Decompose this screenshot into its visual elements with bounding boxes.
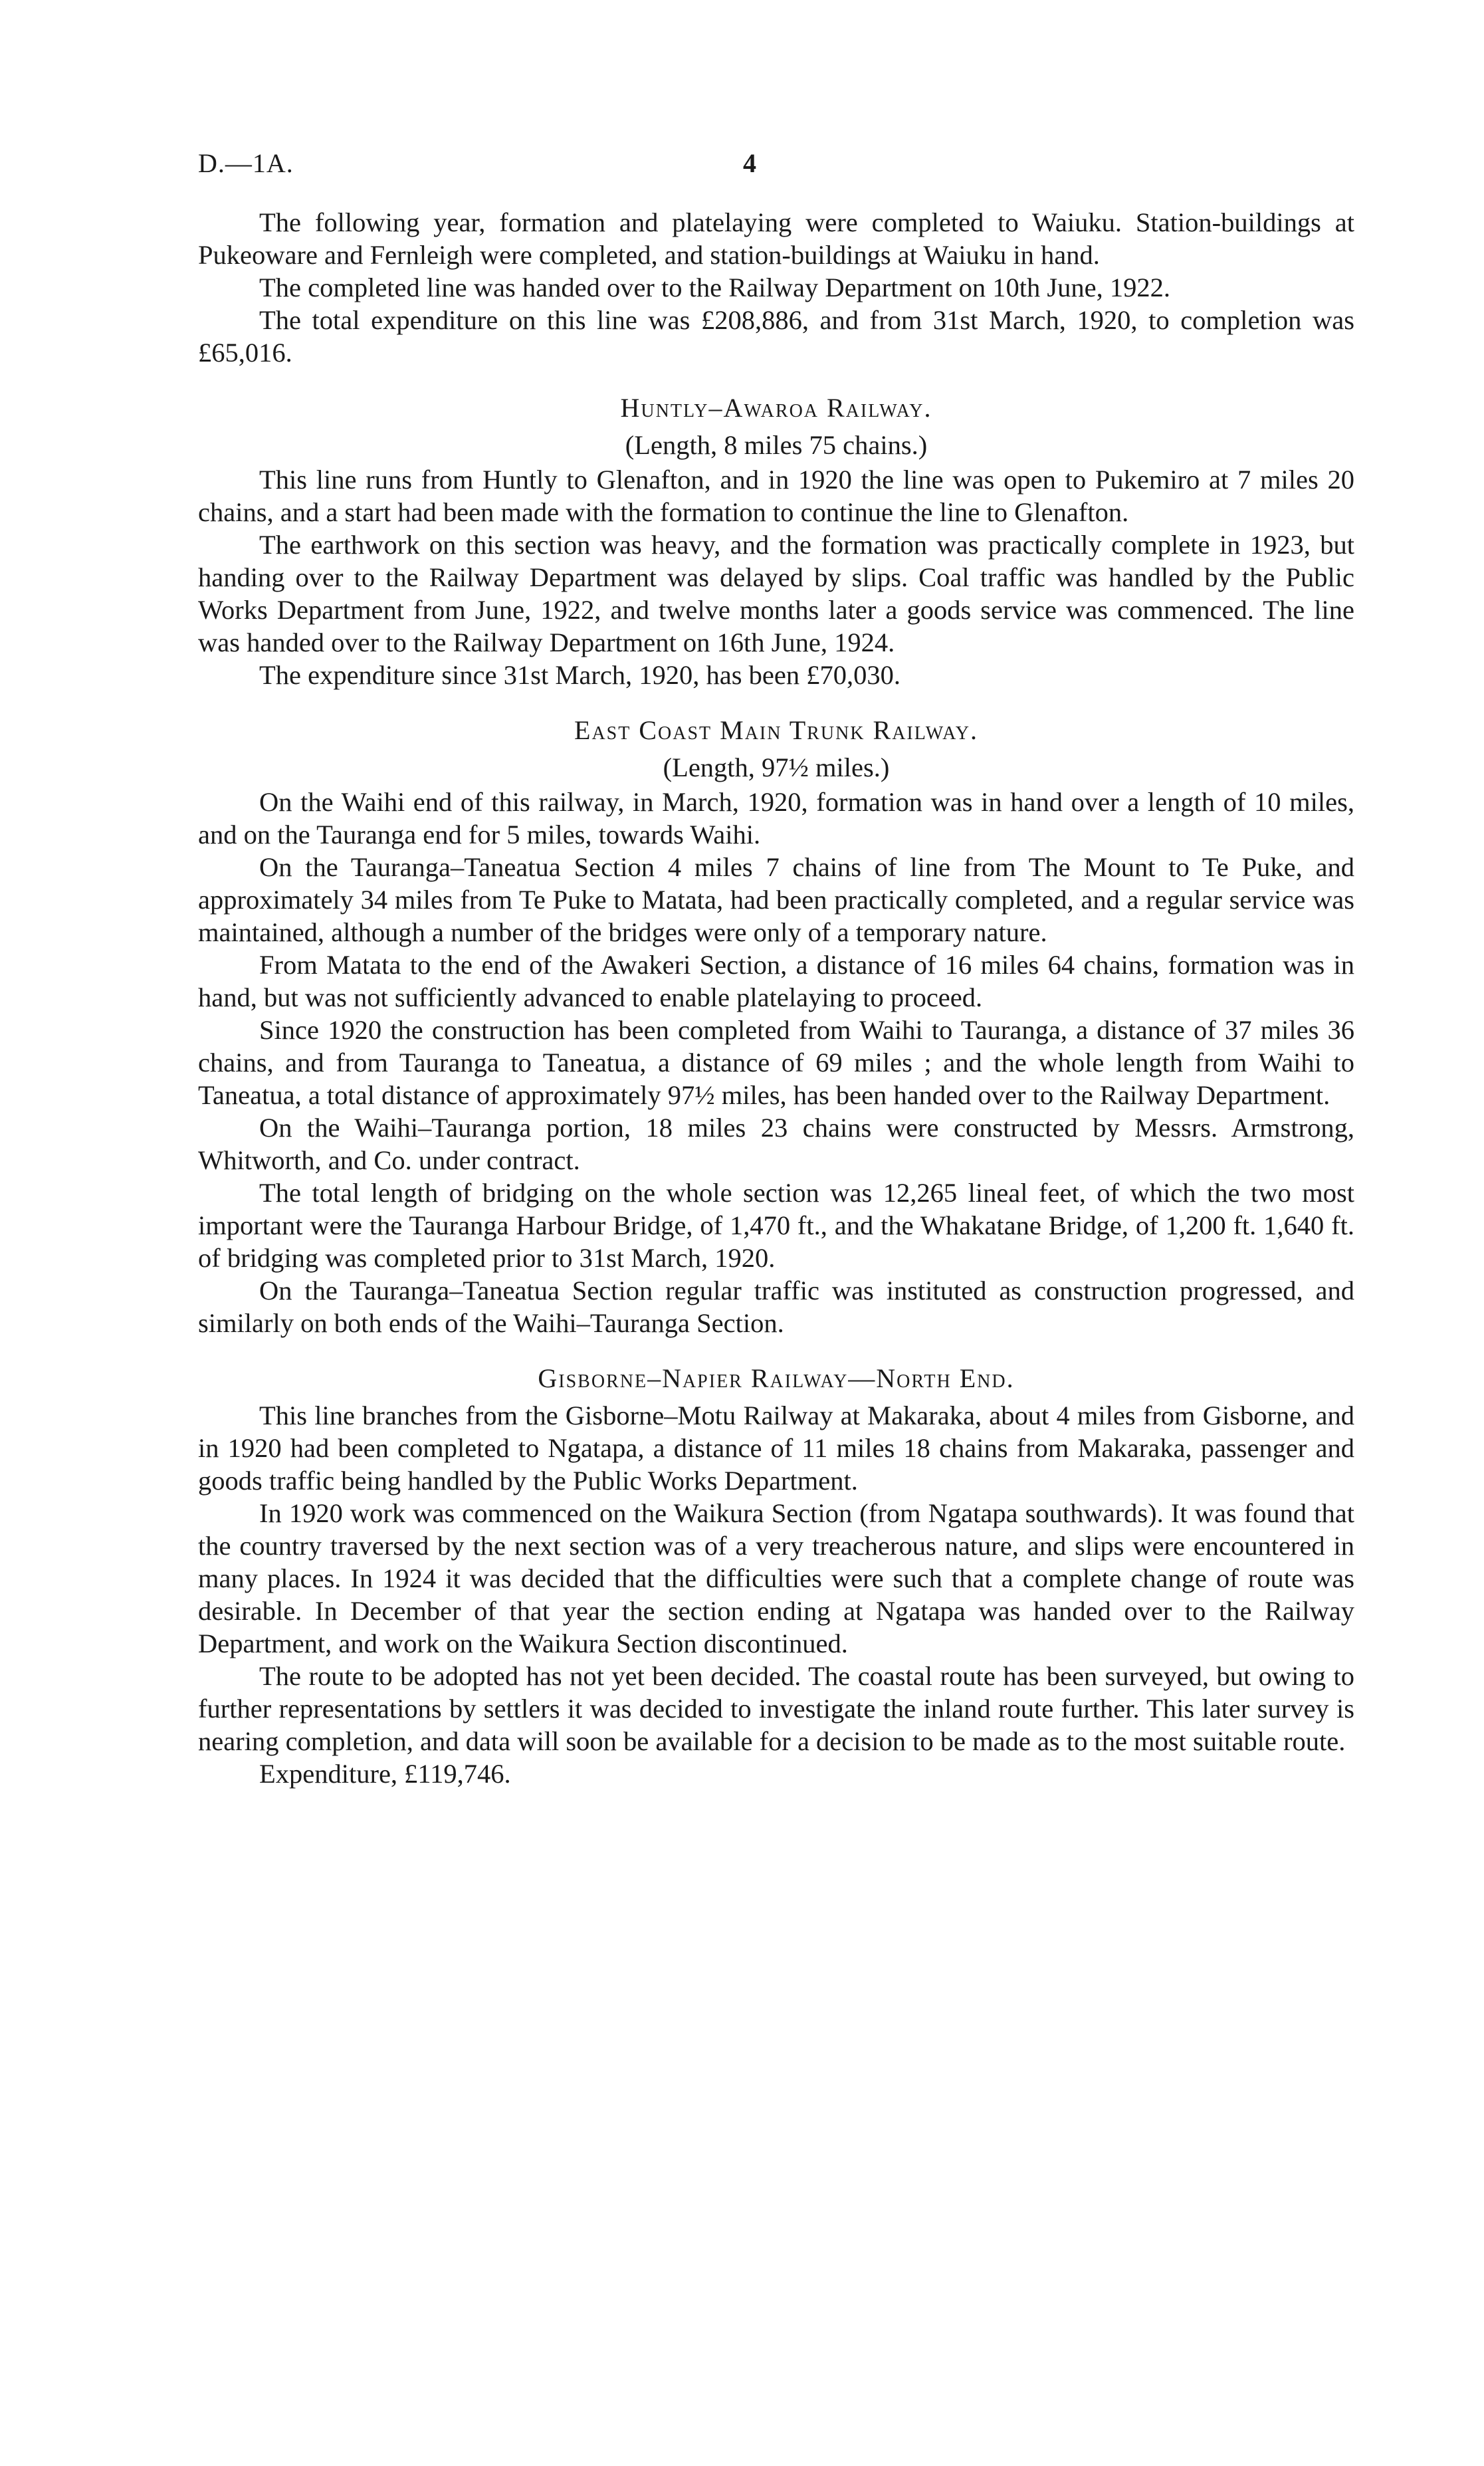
paragraph: In 1920 work was commenced on the Waikura Section (from Ngatapa southwards). It was found that the country traversed by the next section was of a very treacherous nature, and slips were encountered in many places. In 1924 it was decided that the difficulties were such that a complete change of route was desirable. In December of that year the section ending at Ngatapa was handed over to the Railway Department, and work on the Waikura Section discontinued. xyxy=(198,1498,1354,1658)
section-heading-east-coast: East Coast Main Trunk Railway. xyxy=(574,715,978,745)
paragraph: On the Waihi end of this railway, in March, 1920, formation was in hand over a length of 10 miles, and on the Tauranga end for 5 miles, towards Waihi. xyxy=(198,787,1354,849)
paragraph: On the Tauranga–Taneatua Section 4 miles 7 chains of line from The Mount to Te Puke, and approximately 34 miles from Te Puke to Matata, had been practically completed, and a regular service was maintained, although a number of the bridges were only of a temporary nature. xyxy=(198,852,1354,947)
paragraph: The route to be adopted has not yet been decided. The coastal route has been surveyed, but owing to further representations by settlers it was decided to investigate the inland route further. This later survey is nearing completion, and data will soon be available for a decision to be made as to the most suitable route. xyxy=(198,1661,1354,1756)
section-subheading: (Length, 8 miles 75 chains.) xyxy=(625,430,928,460)
paragraph: The total expenditure on this line was £208,886, and from 31st March, 1920, to completion was £65,016. xyxy=(198,305,1354,368)
section-heading-gisborne-napier: Gisborne–Napier Railway—North End. xyxy=(538,1363,1015,1393)
paragraph: On the Tauranga–Taneatua Section regular traffic was instituted as construction progressed, and similarly on both ends of the Waihi–Tauranga Section. xyxy=(198,1276,1354,1338)
paragraph: Since 1920 the construction has been completed from Waihi to Tauranga, a distance of 37 miles 36 chains, and from Tauranga to Taneatua, a distance of 69 miles ; and the whole length from Waihi to Taneatua, a total distance of approximately 97½ miles, has been handed over to the Railway Department. xyxy=(198,1015,1354,1110)
paragraph: From Matata to the end of the Awakeri Section, a distance of 16 miles 64 chains, formation was in hand, but was not sufficiently advanced to enable platelaying to proceed. xyxy=(198,950,1354,1012)
paragraph: This line runs from Huntly to Glenafton, and in 1920 the line was open to Pukemiro at 7 miles 20 chains, and a start had been made with the formation to continue the line to Glenafton. xyxy=(198,465,1354,527)
paragraph: The completed line was handed over to the Railway Department on 10th June, 1922. xyxy=(259,273,1171,302)
paragraph: Expenditure, £119,746. xyxy=(259,1759,511,1789)
paragraph: On the Waihi–Tauranga portion, 18 miles 23 chains were constructed by Messrs. Armstrong, Whitworth, and Co. under contract. xyxy=(198,1113,1354,1175)
page-body xyxy=(198,206,1354,1790)
paragraph: The earthwork on this section was heavy, and the formation was practically complete in 1923, but handing over to the Railway Department was delayed by slips. Coal traffic was handled by the Public Works Department from June, 1922, and twelve months later a goods service was commenced. The line was handed over to the Railway Department on 16th June, 1924. xyxy=(198,530,1354,657)
paragraph: This line branches from the Gisborne–Motu Railway at Makaraka, about 4 miles from Gisborne, and in 1920 had been completed to Ngatapa, a distance of 11 miles 18 chains from Makaraka, passenger and goods traffic being handled by the Public Works Department. xyxy=(198,1401,1354,1496)
document-reference: D.—1A. xyxy=(198,148,294,178)
page-header xyxy=(198,148,1354,187)
paragraph: The total length of bridging on the whole section was 12,265 lineal feet, of which the two most important were the Tauranga Harbour Bridge, of 1,470 ft., and the Whakatane Bridge, of 1,200 ft. 1,640 ft. of bridging was completed prior to 31st March, 1920. xyxy=(198,1178,1354,1273)
section-heading-huntly-awaroa: Huntly–Awaroa Railway. xyxy=(620,393,932,423)
paragraph: The following year, formation and platelaying were completed to Waiuku. Station-buildings at Pukeoware and Fernleigh were completed, and station-buildings at Waiuku in hand. xyxy=(198,207,1354,270)
page-number: 4 xyxy=(743,148,756,178)
paragraph: The expenditure since 31st March, 1920, has been £70,030. xyxy=(259,660,901,690)
section-subheading: (Length, 97½ miles.) xyxy=(663,752,890,782)
